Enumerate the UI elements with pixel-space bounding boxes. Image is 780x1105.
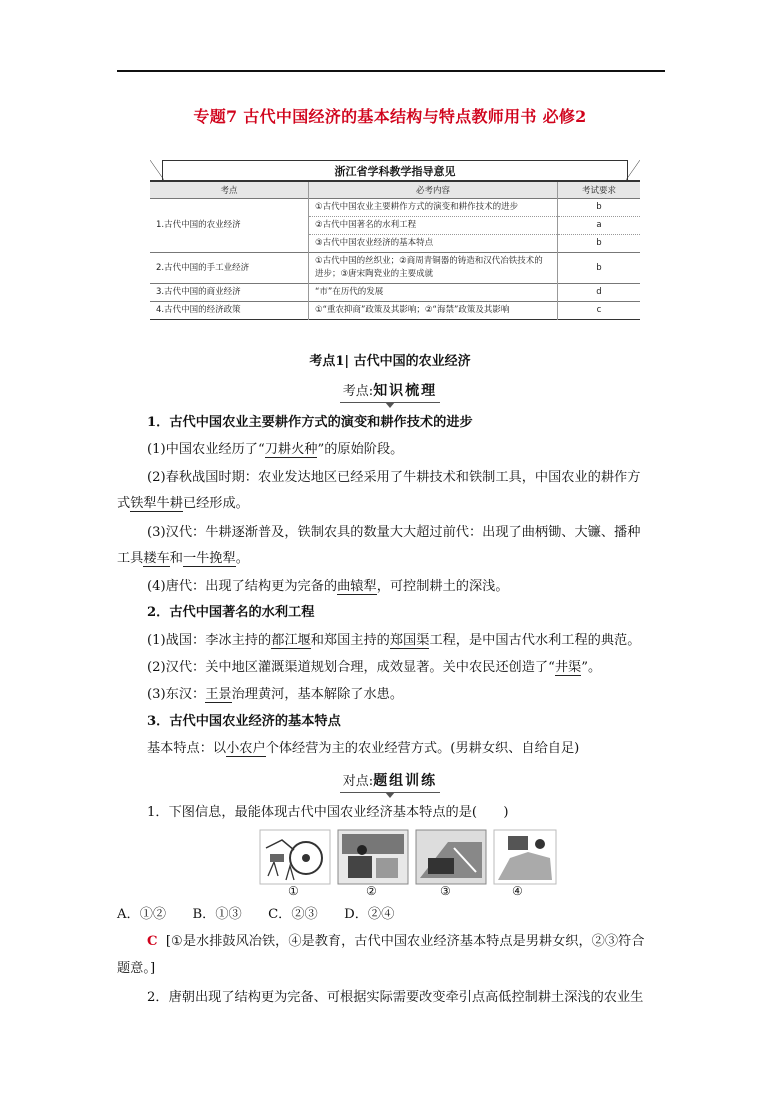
figure-label: ③ — [440, 884, 451, 898]
point-1-heading: 1．古代中国农业主要耕作方式的演变和耕作技术的进步 — [147, 415, 473, 430]
row-level: c — [558, 302, 641, 320]
table-row — [150, 253, 640, 284]
paragraph: (4)唐代：出现了结构更为完备的曲辕犁，可控制耕土的深浅。 — [147, 579, 509, 594]
row-level: a — [558, 217, 641, 235]
illustration-1 — [260, 830, 330, 884]
row-content: ①“重农抑商”政策及其影响；②“海禁”政策及其影响 — [309, 302, 558, 320]
table-row — [150, 302, 640, 320]
question-illustrations — [258, 828, 558, 886]
table-header-row — [150, 181, 640, 199]
question-1-explanation-cont: 题意。] — [117, 961, 156, 976]
question-1-explanation: C [①是水排鼓风冶铁，④是教育，古代中国农业经济基本特点是男耕女织，②③符合 — [147, 934, 645, 949]
row-level: b — [558, 199, 641, 217]
practice-banner — [0, 770, 780, 793]
row-content: “市”在历代的发展 — [309, 284, 558, 302]
point-3-heading: 3．古代中国农业经济的基本特点 — [147, 714, 341, 729]
banner-prefix: 对点: — [342, 774, 374, 789]
paragraph: 基本特点：以小农户个体经营为主的农业经营方式。(男耕女织、自给自足) — [147, 741, 580, 756]
paragraph: (2)汉代：关中地区灌溉渠道规划合理，成效显著。关中农民还创造了“井渠”。 — [147, 660, 602, 675]
header-rule — [117, 70, 665, 72]
row-content: ①古代中国的丝织业；②商周青铜器的铸造和汉代冶铁技术的进步；③唐宋陶瓷业的主要成就 — [309, 253, 558, 284]
table-row — [150, 199, 640, 217]
paragraph: (1)战国：李冰主持的都江堰和郑国主持的郑国渠工程，是中国古代水利工程的典范。 — [147, 633, 641, 648]
figure-label: ① — [288, 884, 299, 898]
row-topic: 3.古代中国的商业经济 — [150, 284, 309, 302]
question-1: 1．下图信息，最能体现古代中国农业经济基本特点的是( ) — [147, 805, 509, 820]
paragraph: 工具耧车和一牛挽犁。 — [117, 551, 249, 566]
paragraph: (1)中国农业经历了“刀耕火种”的原始阶段。 — [147, 442, 404, 457]
question-1-options: A．①② B．①③ C．②③ D．②④ — [117, 907, 395, 922]
row-level: d — [558, 284, 641, 302]
table-row — [150, 284, 640, 302]
row-content: ①古代中国农业主要耕作方式的演变和耕作技术的进步 — [309, 199, 558, 217]
row-level: b — [558, 235, 641, 253]
row-level: b — [558, 253, 641, 284]
paragraph: (3)汉代：牛耕逐渐普及，铁制农具的数量大大超过前代：出现了曲柄锄、大镰、播种 — [147, 525, 641, 540]
illustration-3 — [416, 830, 486, 884]
table-caption: 浙江省学科教学指导意见 — [334, 165, 456, 178]
illustration-4 — [494, 830, 556, 884]
row-topic: 4.古代中国的经济政策 — [150, 302, 309, 320]
paragraph: (2)春秋战国时期：农业发达地区已经采用了牛耕技术和铁制工具，中国农业的耕作方 — [147, 470, 641, 485]
header-topic: 考点 — [150, 181, 309, 199]
row-content: ②古代中国著名的水利工程 — [309, 217, 558, 235]
document-title: 专题7 古代中国经济的基本结构与特点教师用书 必修2 — [193, 107, 587, 126]
table-grid — [150, 180, 640, 320]
row-topic: 1.古代中国的农业经济 — [150, 199, 309, 253]
answer-letter: C — [147, 934, 158, 949]
banner-label: 知识梳理 — [373, 383, 438, 399]
figure-label: ④ — [512, 884, 523, 898]
paragraph: (3)东汉：王景治理黄河，基本解除了水患。 — [147, 687, 404, 702]
knowledge-banner — [0, 380, 780, 403]
figure-label: ② — [366, 884, 377, 898]
question-2: 2．唐朝出现了结构更为完备、可根据实际需要改变牵引点高低控制耕土深浅的农业生 — [147, 990, 644, 1005]
row-content: ③古代中国农业经济的基本特点 — [309, 235, 558, 253]
point-2-heading: 2．古代中国著名的水利工程 — [147, 605, 315, 620]
illustration-2 — [338, 830, 408, 884]
table-caption-band — [150, 160, 640, 180]
paragraph: 式铁犁牛耕已经形成。 — [117, 496, 249, 511]
header-level: 考试要求 — [558, 181, 641, 199]
section-title: 考点1| 古代中国的农业经济 — [309, 354, 471, 369]
row-topic: 2.古代中国的手工业经济 — [150, 253, 309, 284]
banner-prefix: 考点: — [342, 384, 374, 399]
header-content: 必考内容 — [309, 181, 558, 199]
banner-label: 题组训练 — [373, 773, 438, 789]
guidance-table — [150, 160, 640, 320]
